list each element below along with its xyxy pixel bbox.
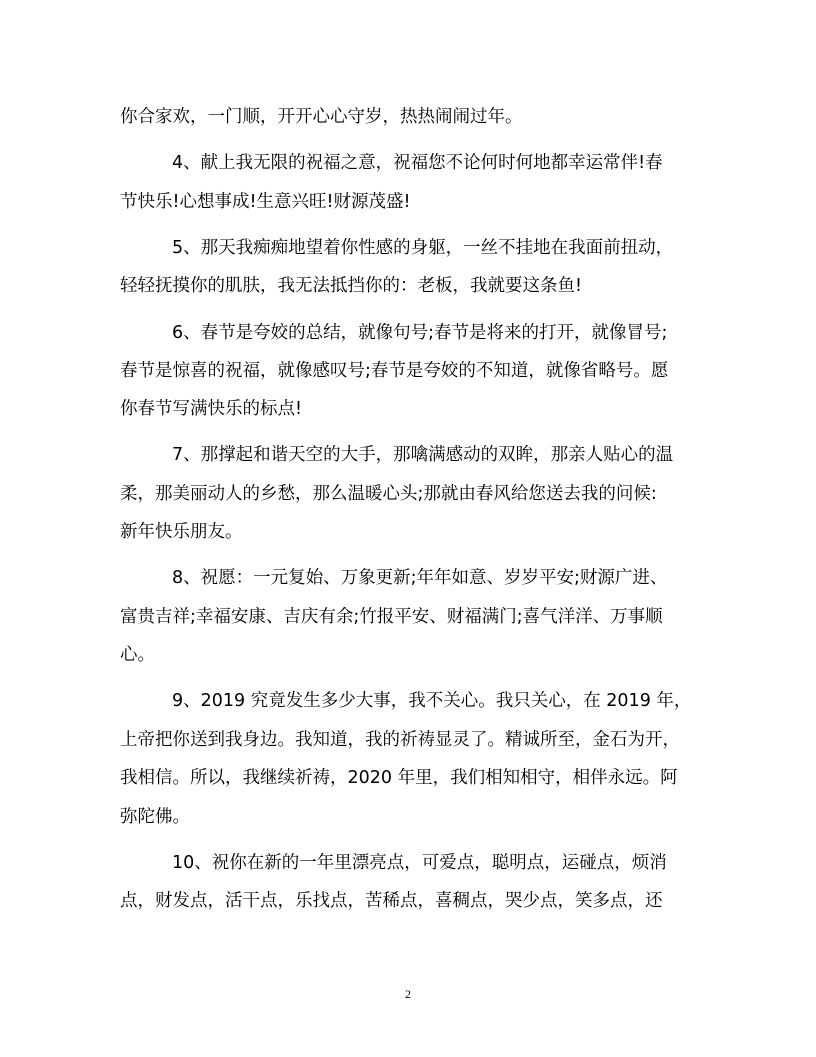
text-line: 你春节写满快乐的标点! [120,399,303,419]
text-line: 弥陀佛。 [120,807,190,827]
text-line: 4、献上我无限的祝福之意，祝福您不论何时何地都幸运常伴!春 [172,153,663,173]
text-line: 春节是惊喜的祝福，就像感叹号;春节是夸姣的不知道，就像省略号。愿 [120,361,669,381]
text-line: 5、那天我痴痴地望着你性感的身躯，一丝不挂地在我面前扭动， [172,238,674,258]
text-line: 心。 [120,645,155,665]
text-line: 上帝把你送到我身边。我知道，我的祈祷显灵了。精诚所至，金石为开， [120,730,680,750]
text-line: 9、2019 究竟发生多少大事，我不关心。我只关心，在 2019 年， [172,691,692,711]
text-line: 点，财发点，活干点，乐找点，苦稀点，喜稠点，哭少点，笑多点，还 [120,891,663,911]
text-line: 你合家欢，一门顺，开开心心守岁，热热闹闹过年。 [120,107,523,127]
text-line: 轻轻抚摸你的肌肤，我无法抵挡你的：老板，我就要这条鱼! [120,276,583,296]
text-line: 节快乐!心想事成!生意兴旺!财源茂盛! [120,192,411,212]
text-line: 8、祝愿：一元复始、万象更新;年年如意、岁岁平安;财源广进、 [172,568,668,588]
text-line: 10、祝你在新的一年里漂亮点，可爱点，聪明点，运碰点，烦消 [172,853,667,873]
text-line: 柔，那美丽动人的乡愁，那么温暖心头;那就由春风给您送去我的问候: [120,484,657,504]
text-line: 新年快乐朋友。 [120,522,243,542]
text-line: 富贵吉祥;幸福安康、吉庆有余;竹报平安、财福满门;喜气洋洋、万事顺 [120,607,663,627]
text-line: 我相信。所以，我继续祈祷，2020 年里，我们相知相守，相伴永远。阿 [120,768,678,788]
page-number: 2 [405,987,411,1001]
text-line: 6、春节是夸姣的总结，就像句号;春节是将来的打开，就像冒号; [172,323,668,343]
text-line: 7、那撑起和谐天空的大手，那噙满感动的双眸，那亲人贴心的温 [172,445,674,465]
